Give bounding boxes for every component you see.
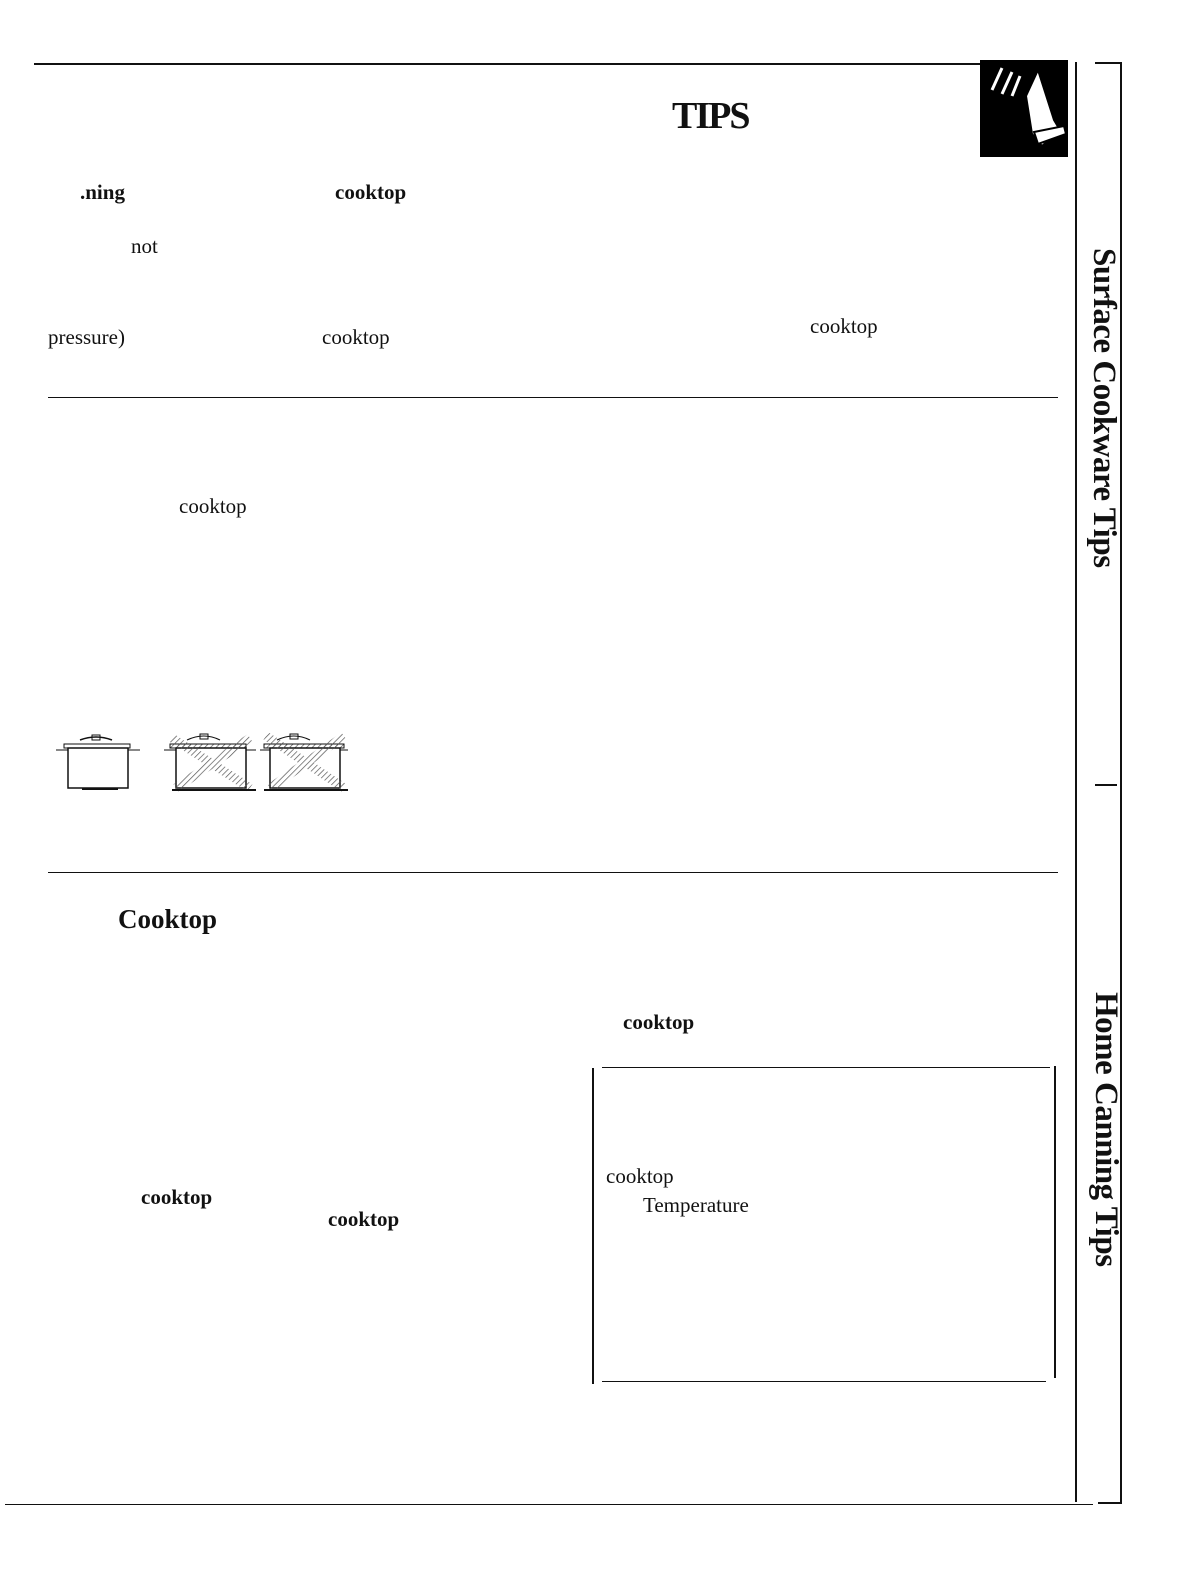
text-fragment-cooktop: cooktop bbox=[322, 325, 390, 349]
note-box-top-border bbox=[602, 1067, 1050, 1068]
side-tab-tick bbox=[1098, 1502, 1122, 1504]
text-fragment-cooktop: cooktop bbox=[328, 1207, 400, 1231]
text-fragment-cooktop: cooktop bbox=[606, 1164, 674, 1188]
top-rule bbox=[34, 63, 1034, 65]
text-fragment-cooktop: cooktop bbox=[810, 314, 878, 338]
side-tab-home-canning-tips: Home Canning Tips bbox=[1088, 992, 1124, 1267]
note-box-left-border bbox=[592, 1068, 594, 1384]
heading-fragment-cooktop: cooktop bbox=[335, 180, 407, 204]
text-fragment-cooktop: cooktop bbox=[141, 1185, 213, 1209]
canner-pot-comparison bbox=[52, 730, 352, 796]
section-divider bbox=[48, 397, 1058, 398]
side-tab-tick bbox=[1095, 62, 1121, 64]
side-tab-rule bbox=[1075, 62, 1077, 1502]
note-box-bottom-border bbox=[602, 1381, 1046, 1382]
side-tab-tick bbox=[1095, 784, 1117, 786]
text-fragment-temperature: Temperature bbox=[643, 1193, 749, 1217]
side-tab-surface-cookware-tips: Surface Cookware Tips bbox=[1086, 248, 1122, 568]
incorrect-pot-icon bbox=[260, 734, 348, 790]
note-box-right-border bbox=[1054, 1066, 1056, 1378]
section-divider bbox=[48, 872, 1058, 873]
hand-pressing-button-icon bbox=[980, 60, 1068, 157]
bottom-rule bbox=[5, 1504, 1093, 1505]
page-title: TIPS bbox=[672, 95, 749, 137]
text-fragment-not: not bbox=[131, 234, 158, 258]
section-heading-cooktop: Cooktop bbox=[118, 904, 218, 934]
text-fragment-pressure: pressure) bbox=[48, 325, 125, 349]
text-fragment-cooktop: cooktop bbox=[623, 1010, 695, 1034]
incorrect-pot-icon bbox=[164, 734, 256, 790]
text-fragment-cooktop: cooktop bbox=[179, 494, 247, 518]
heading-fragment: .ning bbox=[80, 180, 125, 204]
correct-pot-icon bbox=[56, 735, 140, 789]
